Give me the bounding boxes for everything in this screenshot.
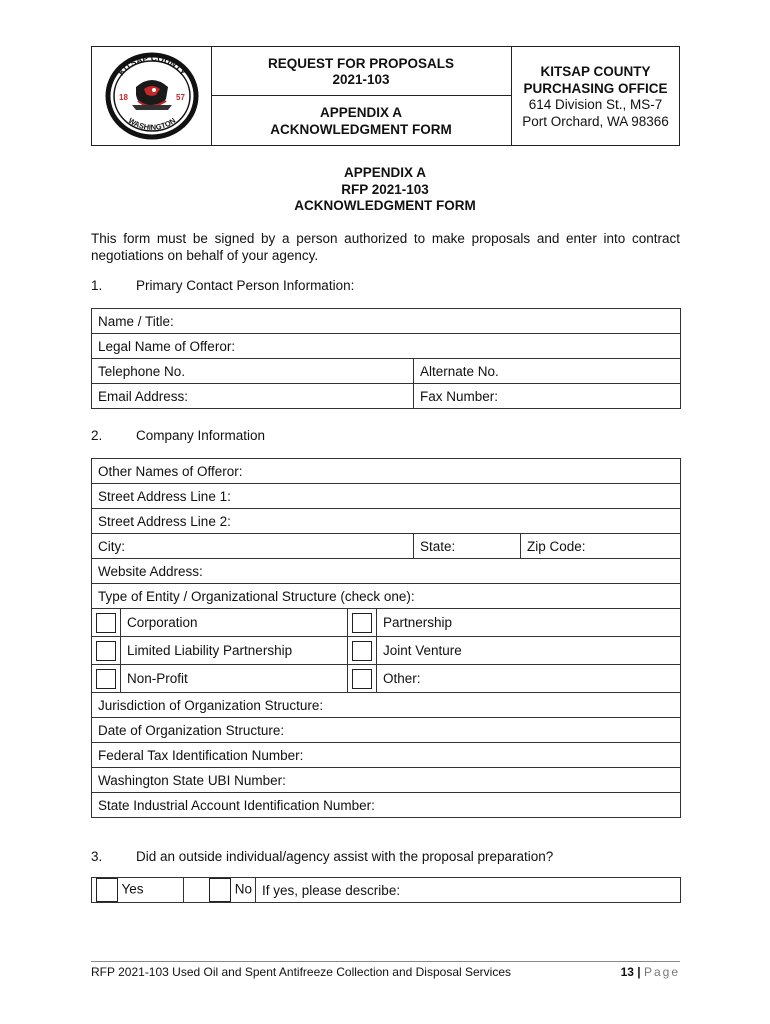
- section-1-number: 1.: [91, 278, 103, 293]
- website-label: Website Address:: [98, 563, 203, 579]
- describe-field[interactable]: [256, 878, 681, 903]
- footer-text: RFP 2021-103 Used Oil and Spent Antifreeze Collection and Disposal Services: [91, 965, 512, 979]
- joint-venture-checkbox-cell: [348, 637, 377, 665]
- other-checkbox[interactable]: [352, 669, 372, 689]
- other-option[interactable]: [377, 665, 681, 693]
- street1-field[interactable]: [92, 484, 681, 509]
- ubi-field[interactable]: [92, 768, 681, 793]
- logo-year-right: 57: [176, 93, 185, 102]
- form-label: ACKNOWLEDGMENT FORM: [270, 122, 452, 137]
- corporation-checkbox-cell: [92, 609, 121, 637]
- partnership-checkbox-cell: [348, 609, 377, 637]
- logo-bottom-text: WASHINGTON: [126, 115, 178, 132]
- corporation-checkbox[interactable]: [96, 613, 116, 633]
- other-label: Other:: [383, 671, 421, 686]
- table-row: [92, 793, 681, 818]
- other-checkbox-cell: [348, 665, 377, 693]
- page-footer: [91, 961, 680, 979]
- email-field[interactable]: [92, 384, 414, 409]
- industrial-account-label: State Industrial Account Identification Number:: [98, 797, 375, 813]
- section-3-number: 3.: [91, 849, 103, 864]
- partnership-option: [377, 609, 681, 637]
- section-2-number: 2.: [91, 428, 103, 443]
- table-row: [92, 693, 681, 718]
- table-row: [92, 609, 681, 637]
- street1-label: Street Address Line 1:: [98, 488, 231, 504]
- table-row: [92, 509, 681, 534]
- corporation-option: [121, 609, 348, 637]
- street2-field[interactable]: [92, 509, 681, 534]
- website-field[interactable]: [92, 559, 681, 584]
- alternate-label: Alternate No.: [420, 363, 499, 379]
- assistance-table: [91, 877, 681, 903]
- partnership-checkbox[interactable]: [352, 613, 372, 633]
- logo-year-left: 18: [119, 93, 128, 102]
- office-line-2: PURCHASING OFFICE: [523, 80, 668, 96]
- section-2-title: Company Information: [136, 428, 266, 443]
- state-label: State:: [420, 538, 456, 554]
- describe-label: If yes, please describe:: [262, 882, 401, 898]
- llp-option: [121, 637, 348, 665]
- section-3-title: Did an outside individual/agency assist with the proposal preparation?: [136, 849, 554, 864]
- legal-name-field[interactable]: [92, 334, 681, 359]
- page-number: 13: [620, 965, 634, 979]
- city-field[interactable]: [92, 534, 414, 559]
- jurisdiction-field[interactable]: [92, 693, 681, 718]
- llp-checkbox-cell: [92, 637, 121, 665]
- table-row: [92, 309, 681, 334]
- non-profit-option: [121, 665, 348, 693]
- name-title-field[interactable]: [92, 309, 681, 334]
- entity-type-label: Type of Entity / Organizational Structure (check one):: [98, 588, 415, 604]
- fax-label: Fax Number:: [420, 388, 499, 404]
- name-title-label: Name / Title:: [98, 313, 174, 329]
- legal-name-label: Legal Name of Offeror:: [98, 338, 236, 354]
- document-header: [91, 46, 680, 146]
- joint-venture-option: [377, 637, 681, 665]
- jurisdiction-label: Jurisdiction of Organization Structure:: [98, 697, 324, 713]
- table-row: [92, 584, 681, 609]
- federal-tax-field[interactable]: [92, 743, 681, 768]
- non-profit-label: Non-Profit: [127, 671, 188, 686]
- partnership-label: Partnership: [383, 615, 453, 630]
- table-row: [92, 384, 681, 409]
- alternate-field[interactable]: [414, 359, 681, 384]
- telephone-label: Telephone No.: [98, 363, 186, 379]
- email-label: Email Address:: [98, 388, 189, 404]
- rfp-title: REQUEST FOR PROPOSALS: [267, 56, 455, 71]
- rfp-number: 2021-103: [332, 72, 390, 87]
- fax-field[interactable]: [414, 384, 681, 409]
- kitsap-county-seal-logo: [92, 47, 211, 145]
- telephone-field[interactable]: [92, 359, 414, 384]
- title-line-2: RFP 2021-103: [341, 181, 429, 197]
- corporation-label: Corporation: [127, 615, 198, 630]
- office-address-cell: [512, 47, 679, 145]
- entity-type-heading: [92, 584, 681, 609]
- page-title: [0, 165, 770, 215]
- yes-checkbox[interactable]: [96, 878, 118, 902]
- no-label: No: [234, 881, 253, 897]
- table-row: [92, 534, 681, 559]
- company-info-table: [91, 458, 681, 818]
- page-indicator: [621, 965, 680, 979]
- ubi-label: Washington State UBI Number:: [98, 772, 286, 788]
- section-2-heading: [91, 428, 265, 443]
- other-names-field[interactable]: [92, 459, 681, 484]
- title-line-3: ACKNOWLEDGMENT FORM: [294, 198, 476, 213]
- table-row: [92, 559, 681, 584]
- llp-label: Limited Liability Partnership: [127, 643, 293, 658]
- section-1-title: Primary Contact Person Information:: [136, 278, 355, 293]
- address-line-1: 614 Division St., MS-7: [528, 97, 663, 112]
- no-option: [184, 878, 256, 903]
- joint-venture-label: Joint Venture: [383, 643, 462, 658]
- table-row: [92, 718, 681, 743]
- address-line-2: Port Orchard, WA 98366: [522, 113, 669, 129]
- office-line-1: KITSAP COUNTY: [540, 64, 651, 79]
- section-3-heading: [91, 849, 553, 864]
- logo-cell: [92, 47, 212, 145]
- state-field[interactable]: [414, 534, 521, 559]
- date-org-field[interactable]: [92, 718, 681, 743]
- non-profit-checkbox-cell: [92, 665, 121, 693]
- table-row: [92, 743, 681, 768]
- section-1-heading: [91, 278, 354, 293]
- other-names-label: Other Names of Offeror:: [98, 463, 243, 479]
- table-row: [92, 665, 681, 693]
- zip-field[interactable]: [521, 534, 681, 559]
- industrial-account-field[interactable]: [92, 793, 681, 818]
- yes-option: [92, 878, 184, 903]
- date-org-label: Date of Organization Structure:: [98, 722, 285, 738]
- table-row: [92, 768, 681, 793]
- table-row: [92, 459, 681, 484]
- header-title-cell: [211, 47, 512, 145]
- no-checkbox[interactable]: [209, 878, 231, 902]
- non-profit-checkbox[interactable]: [96, 669, 116, 689]
- table-row: [92, 878, 681, 903]
- llp-checkbox[interactable]: [96, 641, 116, 661]
- intro-paragraph: This form must be signed by a person authorized to make proposals and enter into contract negotiations on behalf of your agency.: [91, 231, 680, 263]
- table-row: [92, 484, 681, 509]
- contact-info-table: [91, 308, 681, 409]
- yes-label: Yes: [121, 881, 144, 897]
- page-word: Page: [643, 965, 680, 979]
- zip-label: Zip Code:: [527, 538, 586, 554]
- logo-top-text: KITSAP COUNTY: [115, 52, 189, 78]
- federal-tax-label: Federal Tax Identification Number:: [98, 747, 304, 763]
- city-label: City:: [98, 538, 125, 554]
- table-row: [92, 637, 681, 665]
- page-separator: |: [637, 965, 641, 979]
- appendix-label: APPENDIX A: [319, 105, 402, 120]
- table-row: [92, 334, 681, 359]
- joint-venture-checkbox[interactable]: [352, 641, 372, 661]
- street2-label: Street Address Line 2:: [98, 513, 231, 529]
- table-row: [92, 359, 681, 384]
- title-line-1: APPENDIX A: [343, 165, 426, 180]
